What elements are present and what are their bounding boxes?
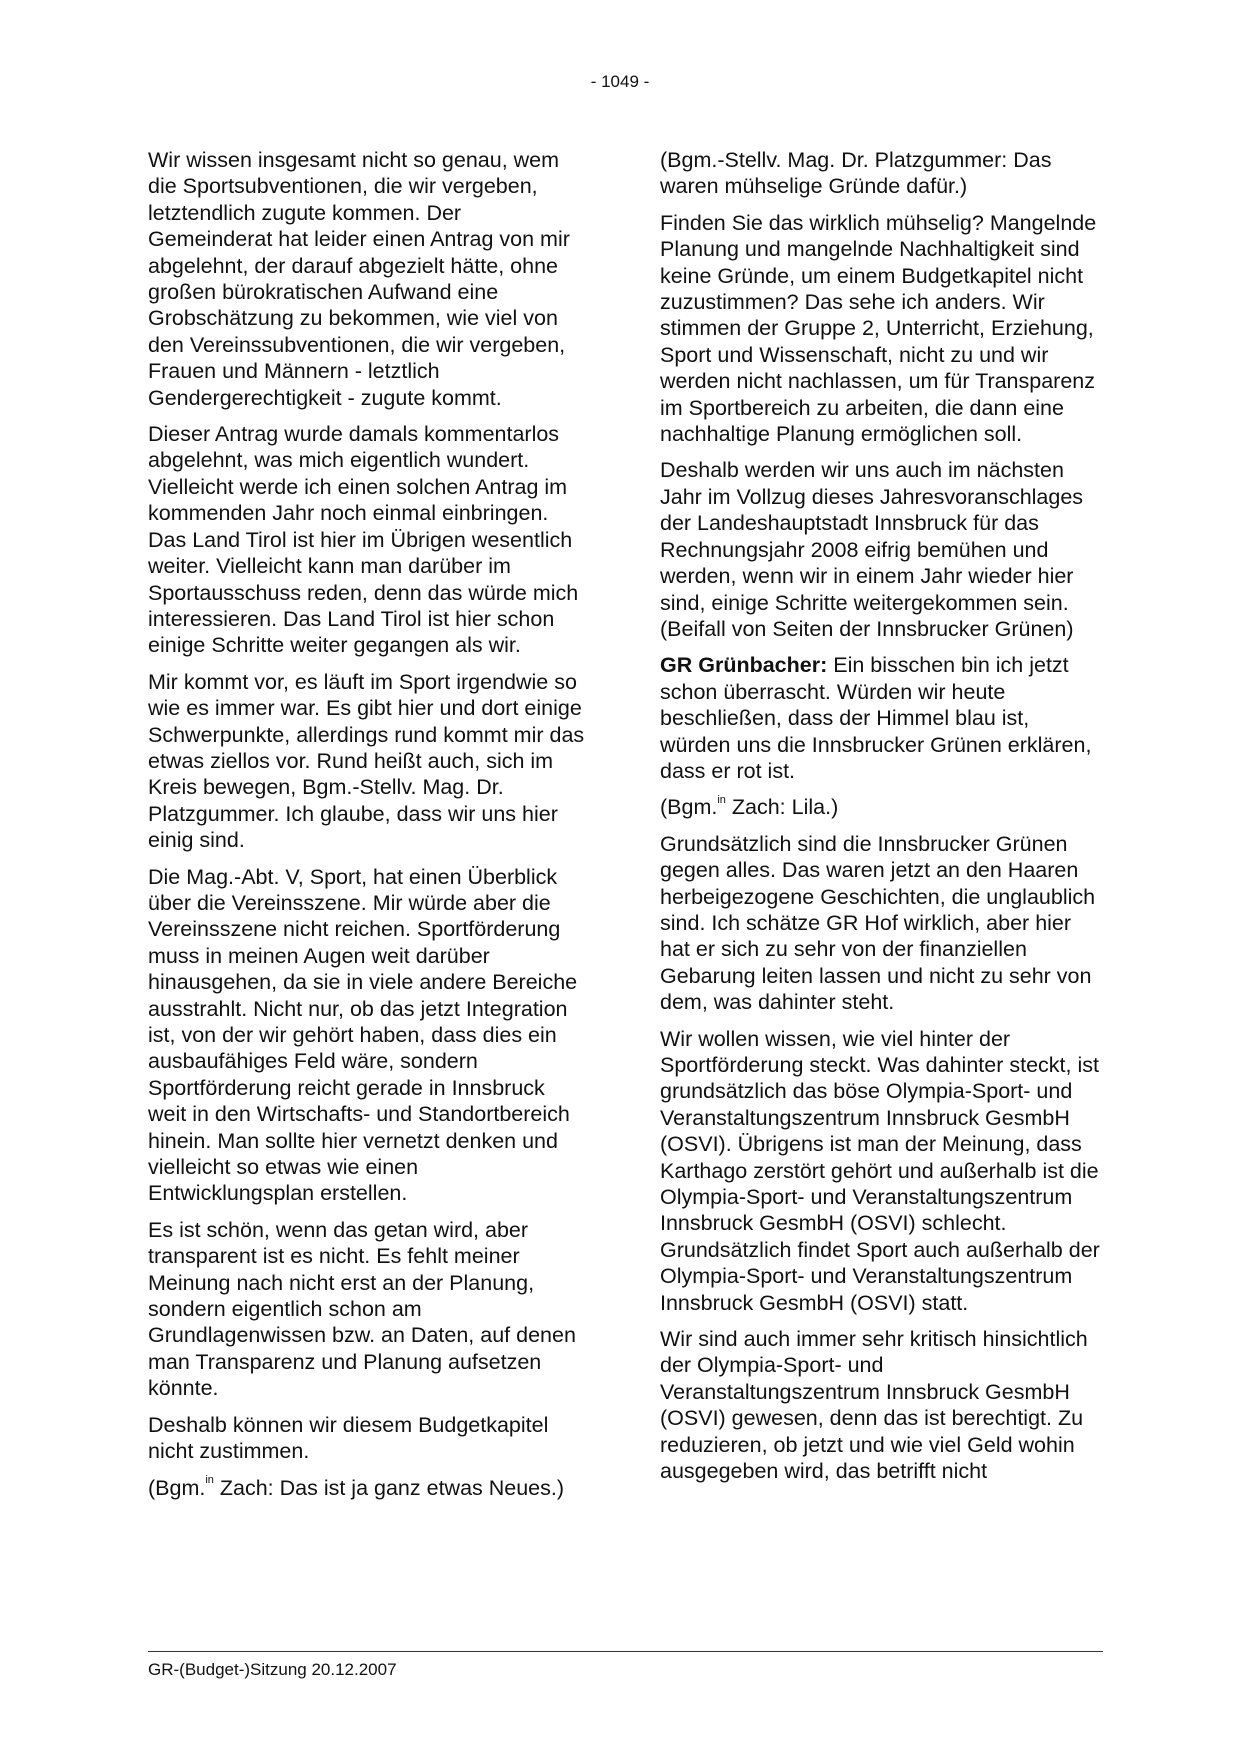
interjection [660, 794, 1100, 820]
left-column [148, 147, 588, 1511]
right-column [660, 147, 1100, 1495]
interjection-text: Zach: Lila.) [725, 795, 839, 820]
paragraph: Wir sind auch immer sehr kritisch hinsichtlich der Olympia-Sport- und Veranstaltungszentrum Innsbruck GesmbH (OSVI) gewesen, denn das ist berechtigt. Zu reduzieren, ob jetzt und wie viel Geld wohin ausgegeben wird, das betrifft nicht [660, 1327, 1088, 1484]
paragraph: Mir kommt vor, es läuft im Sport irgendwie so wie es immer war. Es gibt hier und dort einige Schwerpunkte, allerdings rund kommt mir das etwas ziellos vor. Rund heißt auch, sich im Kreis bewegen, Bgm.-Stellv. Mag. Dr. Platzgummer. Ich glaube, dass wir uns hier einig sind. [148, 669, 585, 853]
interjection-prefix: (Bgm. [148, 1475, 206, 1500]
superscript: in [717, 794, 726, 807]
paragraph: Deshalb können wir diesem Budgetkapitel nicht zustimmen. [148, 1412, 549, 1464]
paragraph: Finden Sie das wirklich mühselig? Mangelnde Planung und mangelnde Nachhaltigkeit sind keine Gründe, um einem Budgetkapitel nicht zuzustimmen? Das sehe ich anders. Wir stimmen der Gruppe 2, Unterricht, Erziehung, Sport und Wissenschaft, nicht zu und wir werden nicht nachlassen, um für Transparenz im Sportbereich zu arbeiten, die dann eine nachhaltige Planung ermöglichen soll. [660, 210, 1097, 447]
page-number: - 1049 - [590, 72, 650, 91]
paragraph: Wir wissen insgesamt nicht so genau, wem die Sportsubventionen, die wir vergeben, letztendlich zugute kommen. Der Gemeinderat hat leider einen Antrag von mir abgelehnt, der darauf abgezielt hätte, ohne großen bürokratischen Aufwand eine Grobschätzung zu bekommen, wie viel von den Vereinssubventionen, die wir vergeben, Frauen und Männern - letztlich Gendergerechtigkeit - zugute kommt. [148, 148, 570, 410]
speech-paragraph [660, 652, 1100, 784]
speaker-name: GR Grünbacher: [660, 653, 828, 678]
paragraph: Deshalb werden wir uns auch im nächsten Jahr im Vollzug dieses Jahresvoranschlages der Landeshauptstadt Innsbruck für das Rechnungsjahr 2008 eifrig bemühen und werden, wenn wir in einem Jahr wieder hier sind, einige Schritte weitergekommen sein. (Beifall von Seiten der Innsbrucker Grünen) [660, 458, 1084, 641]
interjection-text: Zach: Das ist ja ganz etwas Neues.) [213, 1475, 565, 1500]
footer-divider [148, 1651, 1103, 1652]
paragraph: Grundsätzlich sind die Innsbrucker Grünen gegen alles. Das waren jetzt an den Haaren herbeigezogene Geschichten, die unglaublich sind. Ich schätze GR Hof wirklich, aber hier hat er sich zu sehr von der finanziellen Gebarung leiten lassen und nicht zu sehr von dem, was dahinter steht. [660, 831, 1096, 1015]
interjection: (Bgm.-Stellv. Mag. Dr. Platzgummer: Das waren mühselige Gründe dafür.) [660, 148, 1052, 199]
paragraph: Dieser Antrag wurde damals kommentarlos abgelehnt, was mich eigentlich wundert. Vielleicht werde ich einen solchen Antrag im kommenden Jahr noch einmal einbringen. Das Land Tirol ist hier im Übrigen wesentlich weiter. Vielleicht kann man darüber im Sportausschuss reden, denn das würde mich interessieren. Das Land Tirol ist hier schon einige Schritte weiter gegangen als wir. [148, 422, 579, 658]
speech-text: Ein bisschen bin ich jetzt schon überrascht. Würden wir heute beschließen, dass der Himmel blau ist, würden uns die Innsbrucker Grünen erklären, dass er rot ist. [660, 653, 1092, 783]
paragraph: Es ist schön, wenn das getan wird, aber transparent ist es nicht. Es fehlt meiner Meinung nach nicht erst an der Planung, sondern eigentlich schon am Grundlagenwissen bzw. an Daten, auf denen man Transparenz und Planung aufsetzen könnte. [148, 1217, 576, 1401]
paragraph: Wir wollen wissen, wie viel hinter der Sportförderung steckt. Was dahinter steckt, ist grundsätzlich das böse Olympia-Sport- und Veranstaltungszentrum Innsbruck GesmbH (OSVI). Übrigens ist man der Meinung, dass Karthago zerstört gehört und außerhalb ist die Olympia-Sport- und Veranstaltungszentrum Innsbruck GesmbH (OSVI) schlecht. Grundsätzlich findet Sport auch außerhalb der Olympia-Sport- und Veranstaltungszentrum Innsbruck GesmbH (OSVI) statt. [660, 1026, 1100, 1315]
paragraph: Die Mag.-Abt. V, Sport, hat einen Überblick über die Vereinsszene. Mir würde aber die Vereinsszene nicht reichen. Sportförderung muss in meinen Augen weit darüber hinausgehen, da sie in viele andere Bereiche ausstrahlt. Nicht nur, ob das jetzt Integration ist, von der wir gehört haben, dass dies ein ausbaufähiges Feld wäre, sondern Sportförderung reicht gerade in Innsbruck weit in den Wirtschafts- und Standortbereich hinein. Man sollte hier vernetzt denken und vielleicht so etwas wie einen Entwicklungsplan erstellen. [148, 864, 578, 1206]
superscript: in [205, 1474, 214, 1487]
footer-text: GR-(Budget-)Sitzung 20.12.2007 [148, 1660, 397, 1679]
interjection-prefix: (Bgm. [660, 795, 718, 820]
interjection [148, 1475, 588, 1501]
